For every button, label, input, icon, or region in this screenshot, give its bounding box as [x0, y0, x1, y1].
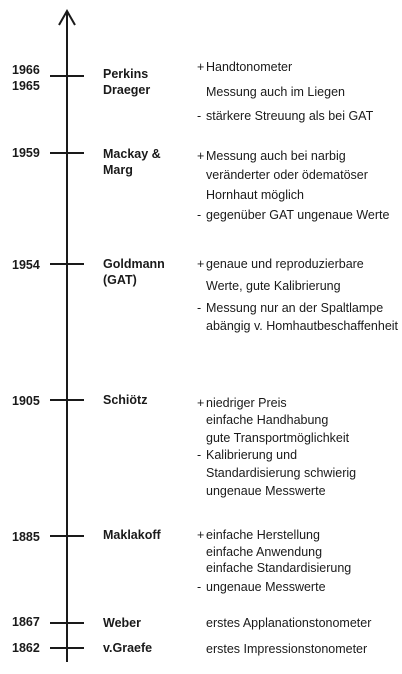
name-weber: Weber	[103, 616, 141, 630]
pro-marker: +	[197, 396, 205, 410]
year-1885: 1885	[12, 530, 40, 544]
maklakoff-line-1: einfache Herstellung	[206, 528, 320, 542]
name-marg: Marg	[103, 163, 133, 177]
graefe-line-1: erstes Impressionstonometer	[206, 642, 368, 656]
pro-marker: +	[197, 528, 205, 542]
schiotz-line-3: gute Transportmöglichkeit	[206, 431, 350, 445]
year-1905: 1905	[12, 394, 40, 408]
pro-marker: +	[197, 149, 205, 163]
schiotz-line-2: einfache Handhabung	[206, 413, 329, 427]
year-1965: 1965	[12, 79, 40, 93]
con-marker: -	[197, 208, 202, 222]
name-perkins: Perkins	[103, 67, 149, 81]
pro-marker: +	[197, 257, 205, 271]
mackay-line-1: Messung auch bei narbig	[206, 149, 346, 163]
con-marker: -	[197, 109, 202, 123]
goldmann-line-4: abängig v. Homhautbeschaffenheit	[206, 319, 399, 333]
year-1966: 1966	[12, 63, 40, 77]
schiotz-line-4: Kalibrierung und	[206, 448, 298, 462]
name-mackay: Mackay &	[103, 147, 161, 161]
perkins-line-3: stärkere Streuung als bei GAT	[206, 109, 374, 123]
maklakoff-line-2: einfache Anwendung	[206, 545, 323, 559]
weber-line-1: erstes Applanationstonometer	[206, 616, 372, 630]
year-1862: 1862	[12, 641, 40, 655]
schiotz-line-6: ungenaue Messwerte	[206, 484, 326, 498]
schiotz-line-1: niedriger Preis	[206, 396, 287, 410]
perkins-line-1: Handtonometer	[206, 60, 293, 74]
mackay-line-4: gegenüber GAT ungenaue Werte	[206, 208, 390, 222]
name-goldmann: Goldmann	[103, 257, 165, 271]
year-1954: 1954	[12, 258, 40, 272]
goldmann-line-3: Messung nur an der Spaltlampe	[206, 301, 384, 315]
pro-marker: +	[197, 60, 205, 74]
con-marker: -	[197, 448, 202, 462]
mackay-line-3: Hornhaut möglich	[206, 188, 304, 202]
name-draeger: Draeger	[103, 83, 151, 97]
year-1867: 1867	[12, 615, 40, 629]
schiotz-line-5: Standardisierung schwierig	[206, 466, 357, 480]
maklakoff-line-3: einfache Standardisierung	[206, 561, 352, 575]
goldmann-line-1: genaue und reproduzierbare	[206, 257, 364, 271]
name-schiotz: Schiötz	[103, 393, 148, 407]
name-gat: (GAT)	[103, 273, 137, 287]
perkins-line-2: Messung auch im Liegen	[206, 85, 345, 99]
mackay-line-2: veränderter oder ödematöser	[206, 168, 368, 182]
con-marker: -	[197, 580, 202, 594]
year-1959: 1959	[12, 146, 40, 160]
maklakoff-line-4: ungenaue Messwerte	[206, 580, 326, 594]
name-maklakoff: Maklakoff	[103, 528, 161, 542]
goldmann-line-2: Werte, gute Kalibrierung	[206, 279, 341, 293]
con-marker: -	[197, 301, 202, 315]
name-graefe: v.Graefe	[103, 641, 153, 655]
